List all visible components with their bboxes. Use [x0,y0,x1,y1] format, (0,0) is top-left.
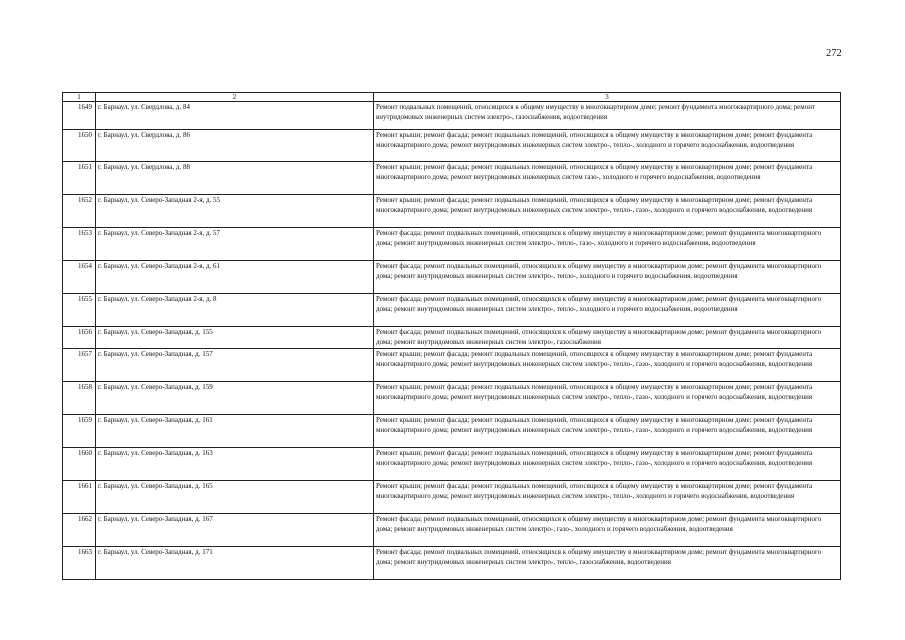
row-address: г. Барнаул, ул. Северо-Западная, д. 165 [96,481,374,514]
table-row [63,195,841,228]
table-row [63,294,841,327]
table-row [63,481,841,514]
row-address: г. Барнаул, ул. Северо-Западная 2-я, д. 55 [96,195,374,228]
row-works: Ремонт подвальных помещений, относящихся к общему имуществу в многоквартирном доме; ремонт фундамента многоквартирного дома; ремонт внутридомовых инженерных систем электро-, газоснабжения, водоотведения [374,102,841,130]
column-header-number: 1 [63,93,96,102]
header-row [63,93,841,102]
row-works: Ремонт крыши; ремонт фасада; ремонт подвальных помещений, относящихся к общему имуществу в многоквартирном доме; ремонт фундамента многоквартирного дома; ремонт внутридомовых инженерных систем электро-, тепло-, газо-, холодного и горячего водоснабжения, водоотведения [374,349,841,382]
row-number: 1655 [63,294,96,327]
row-number: 1660 [63,448,96,481]
table-row [63,415,841,448]
table-body [63,102,841,580]
row-address: г. Барнаул, ул. Северо-Западная 2-я, д. 57 [96,228,374,261]
table-row [63,547,841,580]
table-row [63,261,841,294]
row-number: 1657 [63,349,96,382]
row-address: г. Барнаул, ул. Свердлова, д. 88 [96,162,374,195]
row-works: Ремонт крыши; ремонт фасада; ремонт подвальных помещений, относящихся к общему имуществу в многоквартирном доме; ремонт фундамента многоквартирного дома; ремонт внутридомовых инженерных систем электро-, тепло-, газо-, холодного и горячего водоснабжения, водоотведения [374,448,841,481]
table-row [63,162,841,195]
page-number: 272 [826,48,842,59]
row-number: 1650 [63,130,96,162]
column-header-works: 3 [374,93,841,102]
row-number: 1654 [63,261,96,294]
repair-registry-table [62,92,841,580]
row-works: Ремонт крыши; ремонт фасада; ремонт подвальных помещений, относящихся к общему имуществу в многоквартирном доме; ремонт фундамента многоквартирного дома; ремонт внутридомовых инженерных систем электро-, тепло-, газо-, холодного и горячего водоснабжения, водоотведения [374,415,841,448]
table-row [63,327,841,349]
row-works: Ремонт крыши; ремонт фасада; ремонт подвальных помещений, относящихся к общему имуществу в многоквартирном доме; ремонт фундамента многоквартирного дома; ремонт внутридомовых инженерных систем электро-, тепло-, газо-, холодного и горячего водоснабжения, водоотведения [374,195,841,228]
row-number: 1651 [63,162,96,195]
table-row [63,228,841,261]
table-row [63,448,841,481]
column-header-address: 2 [96,93,374,102]
row-address: г. Барнаул, ул. Северо-Западная 2-я, д. 8 [96,294,374,327]
row-works: Ремонт фасада; ремонт подвальных помещений, относящихся к общему имуществу в многоквартирном доме; ремонт фундамента многоквартирного дома; ремонт внутридомовых инженерных систем электро-, газо-, холодного и горячего водоснабжения, водоотведения [374,514,841,547]
table-row [63,382,841,415]
row-address: г. Барнаул, ул. Северо-Западная, д. 155 [96,327,374,349]
row-works: Ремонт фасада; ремонт подвальных помещений, относящихся к общему имуществу в многоквартирном доме; ремонт фундамента многоквартирного дома; ремонт внутридомовых инженерных систем электро-, газоснабжения [374,327,841,349]
row-address: г. Барнаул, ул. Северо-Западная, д. 159 [96,382,374,415]
row-works: Ремонт крыши; ремонт фасада; ремонт подвальных помещений, относящихся к общему имуществу в многоквартирном доме; ремонт фундамента многоквартирного дома; ремонт внутридомовых инженерных систем электро-, тепло-, холодного и горячего водоснабжения, водоотведения [374,481,841,514]
table-row [63,514,841,547]
table-row [63,130,841,162]
row-address: г. Барнаул, ул. Северо-Западная, д. 171 [96,547,374,580]
row-works: Ремонт фасада; ремонт подвальных помещений, относящихся к общему имуществу в многоквартирном доме; ремонт фундамента многоквартирного дома; ремонт внутридомовых инженерных систем электро-, тепло-, газо-, холодного и горячего водоснабжения, водоотведения [374,228,841,261]
table-header [63,93,841,102]
row-address: г. Барнаул, ул. Северо-Западная 2-я, д. 61 [96,261,374,294]
row-number: 1661 [63,481,96,514]
row-address: г. Барнаул, ул. Северо-Западная, д. 161 [96,415,374,448]
row-number: 1659 [63,415,96,448]
row-number: 1662 [63,514,96,547]
row-address: г. Барнаул, ул. Свердлова, д. 84 [96,102,374,130]
row-number: 1656 [63,327,96,349]
row-address: г. Барнаул, ул. Северо-Западная, д. 163 [96,448,374,481]
row-number: 1652 [63,195,96,228]
row-address: г. Барнаул, ул. Северо-Западная, д. 167 [96,514,374,547]
row-works: Ремонт крыши; ремонт фасада; ремонт подвальных помещений, относящихся к общему имуществу в многоквартирном доме; ремонт фундамента многоквартирного дома; ремонт внутридомовых инженерных систем электро-, тепло-, газо-, холодного и горячего водоснабжения, водоотведения [374,382,841,415]
table-row [63,349,841,382]
row-number: 1658 [63,382,96,415]
row-number: 1653 [63,228,96,261]
row-works: Ремонт крыши; ремонт фасада; ремонт подвальных помещений, относящихся к общему имуществу в многоквартирном доме; ремонт фундамента многоквартирного дома; ремонт внутридомовых инженерных систем газо-, холодного и горячего водоснабжения, водоотведения [374,162,841,195]
table-row [63,102,841,130]
row-address: г. Барнаул, ул. Свердлова, д. 86 [96,130,374,162]
row-address: г. Барнаул, ул. Северо-Западная, д. 157 [96,349,374,382]
row-number: 1649 [63,102,96,130]
row-works: Ремонт крыши; ремонт фасада; ремонт подвальных помещений, относящихся к общему имуществу в многоквартирном доме; ремонт фундамента многоквартирного дома; ремонт внутридомовых инженерных систем электро-, тепло-, холодного и горячего водоснабжения, водоотведения [374,130,841,162]
row-works: Ремонт фасада; ремонт подвальных помещений, относящихся к общему имуществу в многоквартирном доме; ремонт фундамента многоквартирного дома; ремонт внутридомовых инженерных систем электро-, тепло-, газоснабжения, водоотведения [374,547,841,580]
row-works: Ремонт фасада; ремонт подвальных помещений, относящихся к общему имуществу в многоквартирном доме; ремонт фундамента многоквартирного дома; ремонт внутридомовых инженерных систем электро-, тепло-, холодного и горячего водоснабжения, водоотведения [374,294,841,327]
row-number: 1663 [63,547,96,580]
row-works: Ремонт фасада; ремонт подвальных помещений, относящихся к общему имуществу в многоквартирном доме; ремонт фундамента многоквартирного дома; ремонт внутридомовых инженерных систем электро-, тепло-, холодного и горячего водоснабжения, водоотведения [374,261,841,294]
